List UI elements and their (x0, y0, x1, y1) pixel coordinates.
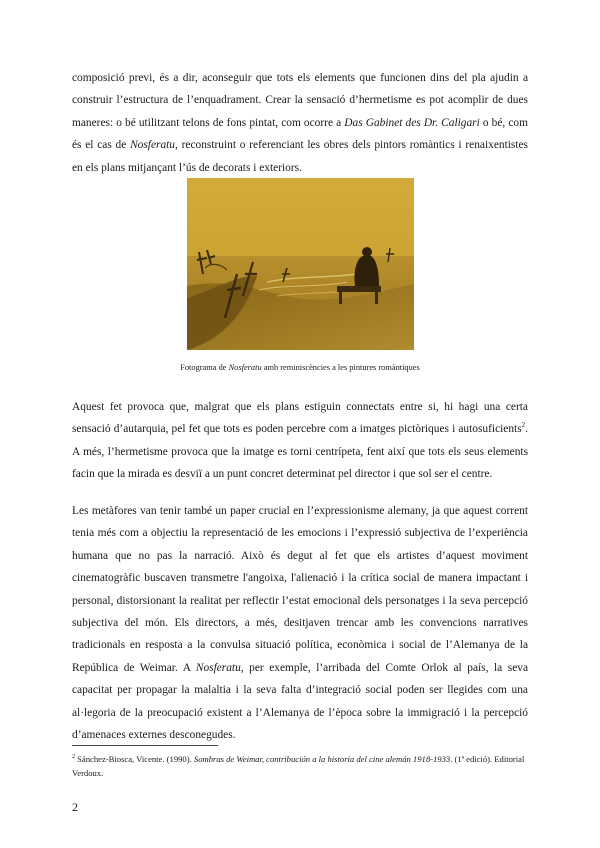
paragraph-text: , per exemple, l’arribada del Comte Orlok al país, la seva capacitat per propagar la malaltia i la seva falta d’integració social poden ser llegides com una al·legoria de la preocupació existent a l’Alemanya de l’època sobre la immigració i la percepció d’amenaces externes desconegudes. (72, 661, 528, 742)
paragraph-3 (72, 500, 528, 746)
footnote-book-title: Sombras de Weimar, contribución a la historia del cine alemán 1918-1933 (193, 754, 451, 764)
paragraph-text: composició previ, és a dir, aconseguir que tots els elements que funcionen dins del pla ajudin a construir l’estructura de l’enquadrament. Crear la sensació d’hermetisme es pot acomplir de dues maneres: o bé utilitzant telons de fons pintat, com ocorre a (72, 72, 528, 129)
footnote-number: 2 (72, 754, 75, 761)
page-number: 2 (72, 800, 78, 814)
film-still-image (187, 178, 414, 350)
caption-film-title: Nosferatu (228, 363, 262, 372)
caption-text: amb reminiscències a les pintures romàntiques (261, 363, 420, 372)
paragraph-text: Aquest fet provoca que, malgrat que els plans estiguin connectats entre si, hi hagi una certa sensació d’autarquia, pel fet que tots es poden percebre com a imatges pictòriques i autosuficients (72, 401, 528, 436)
film-title-nosferatu: Nosferatu (195, 661, 241, 674)
paragraph-text: Les metàfores van tenir també un paper crucial en l’expressionisme alemany, ja que aquest corrent tenia més com a objectiu la representació de les emocions i l’expressió subjectiva de l’experiència humana que no pas la narració. Això és degut al fet que els artistes d’aquest moviment cinematogràfic buscaven transmetre l'angoixa, l'alienació i la crítica social de manera impactant i personal, distorsionant la realitat per reflectir l’estat emocional dels personatges i la seva percepció subjectiva del món. Els directors, a més, desitjaven trencar amb les convencions narratives tradicionals en resposta a la convulsa situació política, econòmica i social de l’Alemanya de la República de Weimar. A (72, 505, 528, 674)
footnote (72, 752, 532, 780)
paragraph-2 (72, 396, 528, 486)
bench-leg (339, 292, 342, 304)
bench (337, 286, 381, 292)
paragraph-text: . A més, l’hermetisme provoca que la imatge es torni centrípeta, fent així que tots els seus elements facin que la mirada es desviï a un punt concret determinat pel director i que sol ser el centre. (72, 423, 528, 481)
figure-caption (72, 362, 528, 374)
paragraph-text: , reconstruint o referenciant les obres dels pintors romàntics i renaixentistes en els plans mitjançant l’ús de decorats i exteriors. (72, 139, 528, 174)
footnote-reference: 2 (521, 421, 526, 430)
caption-text: Fotograma de (180, 363, 229, 372)
footnote-text: Sánchez-Biosca, Vicente. (1990). (75, 754, 194, 764)
footnote-separator (72, 745, 218, 746)
paragraph-text: o bé, com és el cas de (72, 116, 528, 152)
paragraph-1 (72, 67, 528, 179)
film-still-drawing (187, 178, 414, 350)
film-title-caligari: Das Gabinet des Dr. Caligari (344, 116, 480, 129)
footnote-text: . (1ª edició). Editorial Verdoux. (72, 754, 525, 778)
woman-head (362, 247, 372, 257)
bench-leg (375, 292, 378, 304)
film-title-nosferatu: Nosferatu (130, 139, 175, 152)
